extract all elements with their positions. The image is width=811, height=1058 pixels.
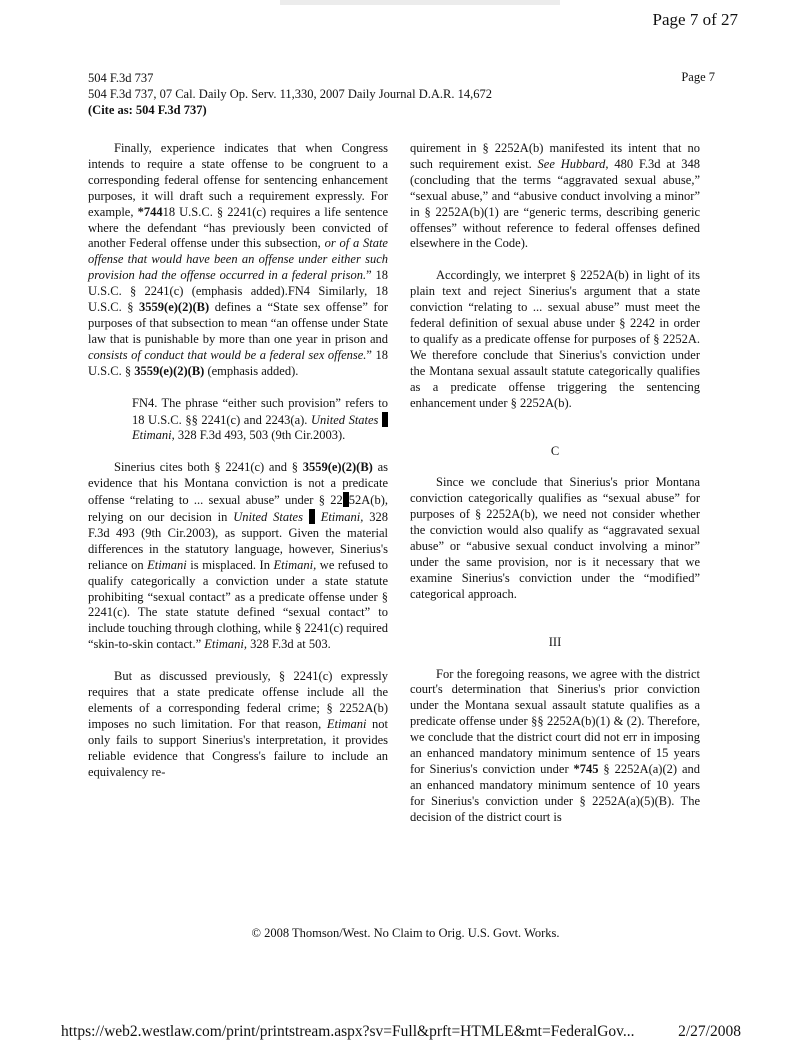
- paragraph: For the foregoing reasons, we agree with the district court's determination that Sinerius's prior conviction under the Montana sexual assault statute qualifies as a predicate offense under §§ 2252A(b)(1) & (2). Therefore, we conclude that the district court did not err in imposing an enhanced mandatory minimum sentence of 15 years for Sinerius's conviction under *745 § 2252A(a)(2) and an enhanced mandatory minimum sentence of 10 years for Sinerius's conviction under § 2252A(a)(5)(B). The decision of the district court is: [410, 666, 701, 824]
- print-date: 2/27/2008: [678, 1023, 741, 1040]
- cite-line-3: (Cite as: 504 F.3d 737): [88, 103, 207, 117]
- scan-artifact: [280, 0, 560, 5]
- case-name: Etimani,: [320, 510, 364, 525]
- cite-line-2: 504 F.3d 737, 07 Cal. Daily Op. Serv. 11,330, 2007 Daily Journal D.A.R. 14,672: [88, 87, 492, 101]
- footnote-fn4: FN4. The phrase “either such provision” refers to 18 U.S.C. §§ 2241(c) and 2243(a). United States Etimani, 328 F.3d 493, 503 (9th Cir.2003).: [132, 395, 388, 443]
- section-heading-c: C: [550, 443, 560, 458]
- star-page-marker: *744: [137, 204, 163, 219]
- paragraph: But as discussed previously, § 2241(c) expressly requires that a state predicate offense include all the elements of a corresponding federal crime; § 2252A(b) imposes no such limitation. For that reason, Etimani not only fails to support Sinerius's interpretation, it provides reliable evidence that Congress's failure to include an equivalency re-: [88, 669, 388, 779]
- case-name: United States: [233, 510, 303, 525]
- statute-link[interactable]: 3559(e)(2)(B): [134, 363, 205, 378]
- citation-header: [88, 70, 728, 118]
- paragraph: Accordingly, we interpret § 2252A(b) in light of its plain text and reject Sinerius's argument that a state conviction “relating to ... sexual abuse” must meet the federal definition of sexual abuse under § 2242 in order to qualify as a predicate offense for purposes of § 2252A. We therefore conclude that Sinerius's conviction under the Montana sexual assault statute categorically qualifies as a predicate offense triggering the sentencing enhancement under § 2252A(b).: [410, 268, 700, 410]
- redaction-mark: [309, 509, 315, 524]
- document-page-label: Page 7: [681, 70, 715, 84]
- statute-link[interactable]: 3559(e)(2)(B): [302, 460, 373, 475]
- paragraph: Finally, experience indicates that when Congress intends to require a state offense to be congruent to a corresponding federal offense for sentencing enhancement purposes, it will draft such a requirement expressly. For example, *74418 U.S.C. § 2241(c) requires a life sentence where the defendant “has previously been convicted of another Federal offense under this subsection, or of a State offense that would have been an offense under either such provision had the offense occurred in a federal prison.” 18 U.S.C. § 2241(c) (emphasis added).FN4 Similarly, 18 U.S.C. § 3559(e)(2)(B) defines a “State sex offense” for purposes of that subsection to mean “an offense under State law that is punishable by more than one year in prison and consists of conduct that would be a federal sex offense.” 18 U.S.C. § 3559(e)(2)(B) (emphasis added).: [88, 141, 388, 378]
- browser-page-number: Page 7 of 27: [652, 10, 738, 29]
- cite-line-1: 504 F.3d 737: [88, 71, 154, 85]
- copyright-notice: © 2008 Thomson/West. No Claim to Orig. U.S. Govt. Works.: [251, 926, 560, 940]
- paragraph: Since we conclude that Sinerius's prior Montana conviction categorically qualifies as “sexual abuse” for purposes of § 2252A(b), we need not consider whether the conviction would also qualify as “aggravated sexual abuse” or “abusive sexual conduct involving a minor” under the same provision, nor is it necessary that we examine Sinerius's conviction under the “modified” categorical approach.: [410, 475, 700, 601]
- paragraph: Sinerius cites both § 2241(c) and § 3559(e)(2)(B) as evidence that his Montana conviction is not a predicate offense “relating to ... sexual abuse” under § 22 52A(b), relying on our decision in United States Etimani, 328 F.3d 493 (9th Cir.2003), as support. Given the material differences in the statutory language, however, Sinerius's reliance on Etimani is misplaced. In Etimani, we refused to qualify categorically a conviction under a state statute prohibiting “sexual contact” as a predicate offense under § 2241(c). The state statute defined “sexual contact” to include touching through clothing, while § 2241(c) required “skin-to-skin contact.” Etimani, 328 F.3d at 503.: [88, 460, 389, 652]
- paragraph: quirement in § 2252A(b) manifested its intent that no such requirement exist. See Hubbard, 480 F.3d at 348 (concluding that the terms “aggravated sexual abuse,” “sexual abuse,” and “abusive conduct involving a minor” in § 2252A(b)(1) are “generic terms, describing generic offenses” without reference to federal offenses defined elsewhere in the Code).: [410, 141, 700, 251]
- right-column: [410, 141, 700, 826]
- redaction-mark: [382, 412, 388, 427]
- case-name: United States: [310, 412, 379, 427]
- section-heading-iii: III: [548, 634, 562, 649]
- star-page-marker: *745: [573, 762, 599, 776]
- print-url: https://web2.westlaw.com/print/printstream.aspx?sv=Full&prft=HTMLE&mt=FederalGov...: [61, 1023, 635, 1040]
- case-name: Etimani,: [132, 428, 175, 443]
- left-column: [88, 141, 388, 781]
- statute-link[interactable]: 3559(e)(2)(B): [139, 300, 210, 315]
